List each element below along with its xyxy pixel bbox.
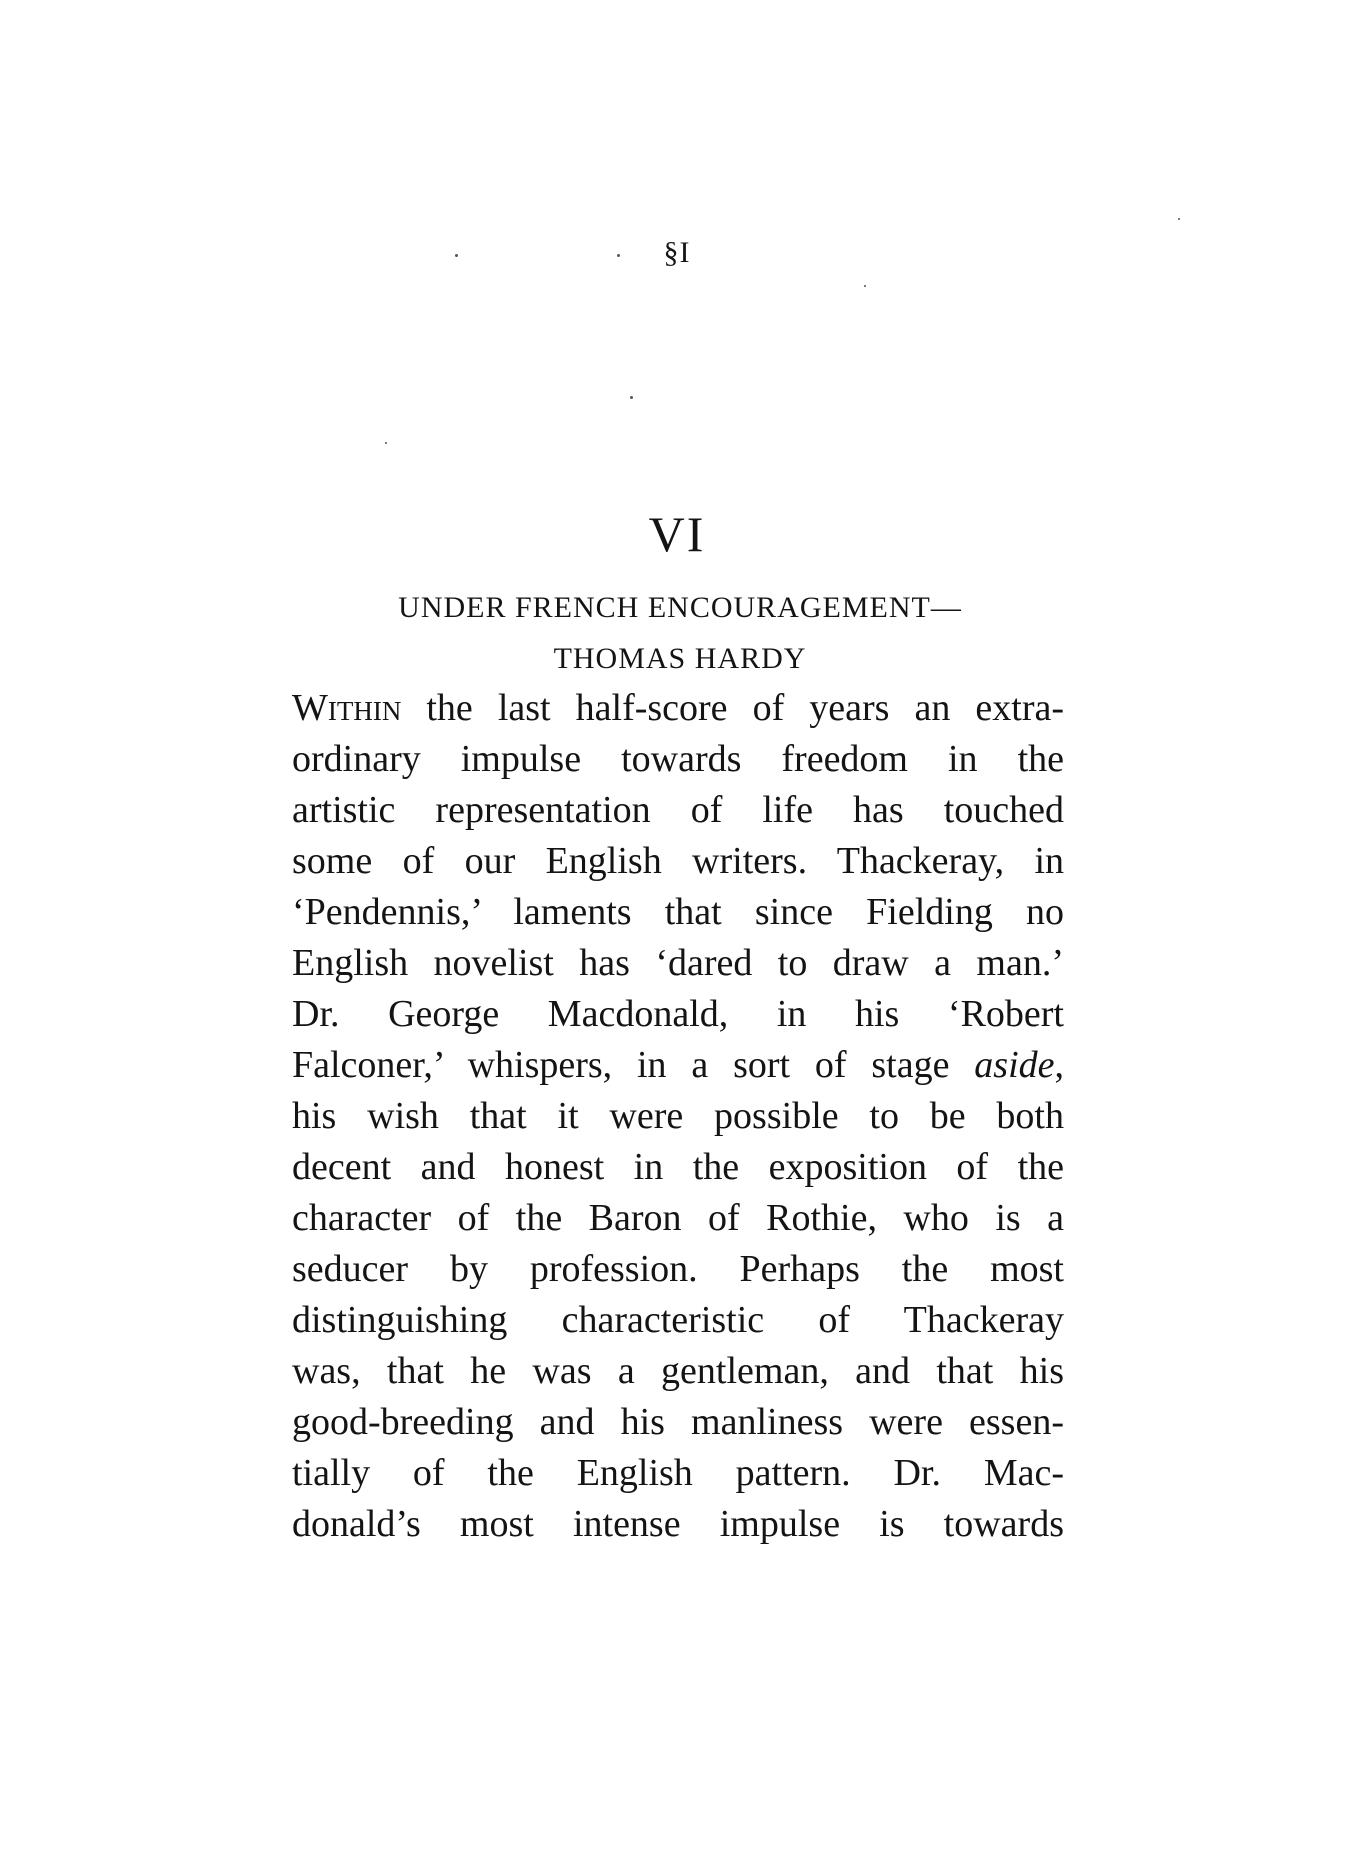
- body-line-aside: [292, 1040, 1064, 1091]
- chapter-title-line: THOMAS HARDY: [553, 642, 807, 675]
- body-line: character of the Baron of Rothie, who is a: [292, 1197, 1064, 1239]
- first-line-rest: the last half-score of years an extra-: [401, 687, 1064, 729]
- body-line: good-breeding and his manliness were essen-: [292, 1401, 1064, 1443]
- scan-speck: [385, 442, 387, 444]
- signature-mark: §I: [663, 236, 691, 269]
- aside-line-punct: ,: [1054, 1044, 1064, 1086]
- scan-speck: [617, 254, 620, 257]
- body-line: his wish that it were possible to be both: [292, 1095, 1064, 1137]
- scan-speck: [864, 285, 866, 287]
- aside-line-text: Falconer,’ whispers, in a sort of stage: [292, 1044, 975, 1086]
- body-line: English novelist has ‘dared to draw a man.’: [292, 942, 1064, 984]
- body-line: seducer by profession. Perhaps the most: [292, 1248, 1064, 1290]
- body-line-first: [292, 683, 1064, 734]
- body-text: [292, 683, 1064, 1550]
- chapter-title: [300, 582, 1060, 684]
- scan-speck: [1178, 218, 1180, 220]
- body-line: artistic representation of life has touched: [292, 789, 1064, 831]
- scan-speck: [630, 396, 633, 399]
- chapter-title-line: UNDER FRENCH ENCOURAGEMENT—: [398, 591, 962, 624]
- body-line: ‘Pendennis,’ laments that since Fielding no: [292, 891, 1064, 933]
- italic-aside: aside: [974, 1044, 1055, 1086]
- body-line: Dr. George Macdonald, in his ‘Robert: [292, 993, 1064, 1035]
- body-line: some of our English writers. Thackeray, in: [292, 840, 1064, 882]
- body-line: ordinary impulse towards freedom in the: [292, 738, 1064, 780]
- chapter-number: VI: [648, 506, 706, 562]
- drop-word: Within: [292, 687, 402, 729]
- body-line: distinguishing characteristic of Thackeray: [292, 1299, 1064, 1341]
- scan-speck: [455, 254, 458, 257]
- body-line: donald’s most intense impulse is towards: [292, 1503, 1064, 1545]
- body-line: decent and honest in the exposition of the: [292, 1146, 1064, 1188]
- body-line: was, that he was a gentleman, and that his: [292, 1350, 1064, 1392]
- body-line: tially of the English pattern. Dr. Mac-: [292, 1452, 1064, 1494]
